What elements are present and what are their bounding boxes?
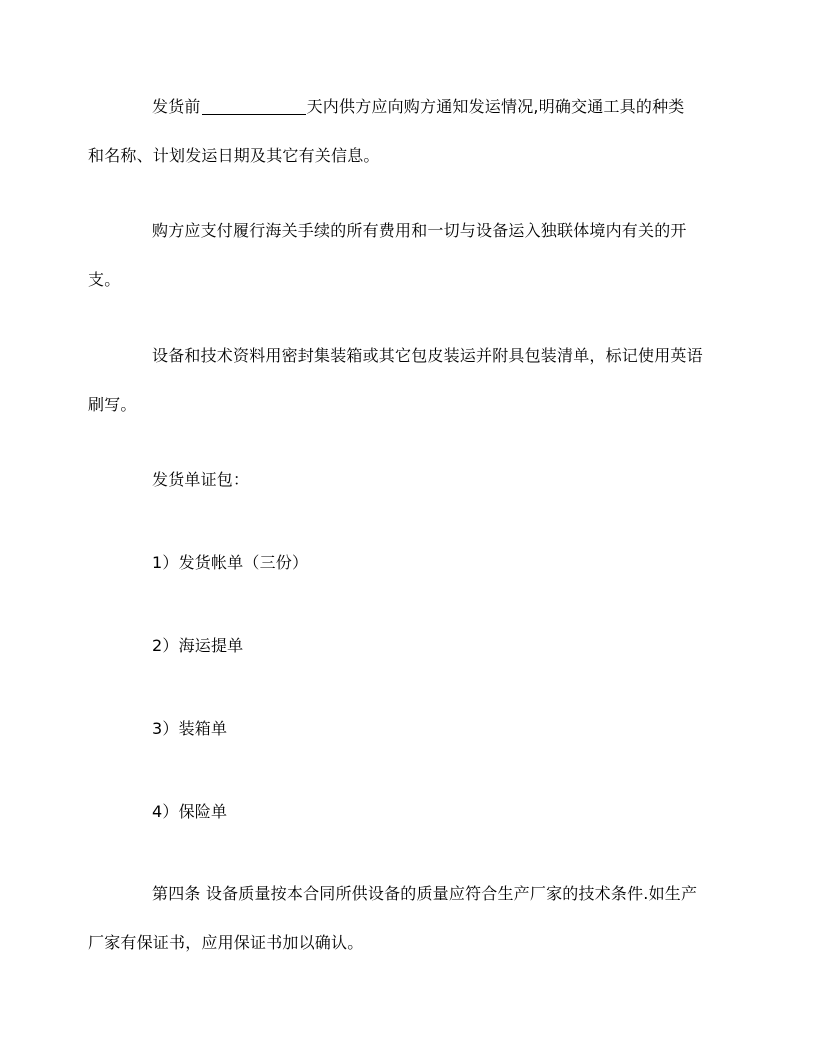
paragraph-article-four-quality	[88, 869, 700, 967]
list-item-invoice	[120, 538, 700, 587]
paragraph-line: 第四条 设备质量按本合同所供设备的质量应符合生产厂家的技术条件.如生产	[152, 884, 698, 903]
fill-in-blank	[202, 96, 306, 115]
paragraph-line: 3）装箱单	[152, 719, 228, 738]
text-segment: 天内供方应向购方通知发运情况,明确交通工具的种类	[306, 97, 685, 116]
list-item-bill-of-lading	[120, 621, 700, 670]
paragraph-shipping-notice	[88, 82, 700, 180]
paragraph-line: 发货单证包：	[152, 470, 250, 489]
paragraph-customs-fees	[88, 206, 700, 304]
paragraph-line: 4）保险单	[152, 802, 228, 821]
paragraph-packaging	[88, 331, 703, 429]
list-item-insurance	[120, 787, 700, 836]
text-segment: 发货前	[152, 97, 201, 116]
list-item-packing-list	[120, 704, 700, 753]
paragraph-line: 购方应支付履行海关手续的所有费用和一切与设备运入独联体境内有关的开	[152, 221, 687, 240]
paragraph-shipping-documents-heading	[120, 455, 700, 504]
paragraph-line: 刷写。	[88, 395, 137, 414]
paragraph-line: 2）海运提单	[152, 636, 244, 655]
paragraph-line: 支。	[88, 270, 121, 289]
paragraph-line: 设备和技术资料用密封集装箱或其它包皮装运并附具包装清单，标记使用英语	[152, 346, 703, 365]
paragraph-line: 厂家有保证书，应用保证书加以确认。	[88, 933, 364, 952]
paragraph-line: 和名称、计划发运日期及其它有关信息。	[88, 146, 380, 165]
paragraph-line: 1）发货帐单（三份）	[152, 553, 309, 572]
paragraph-line	[120, 82, 700, 131]
